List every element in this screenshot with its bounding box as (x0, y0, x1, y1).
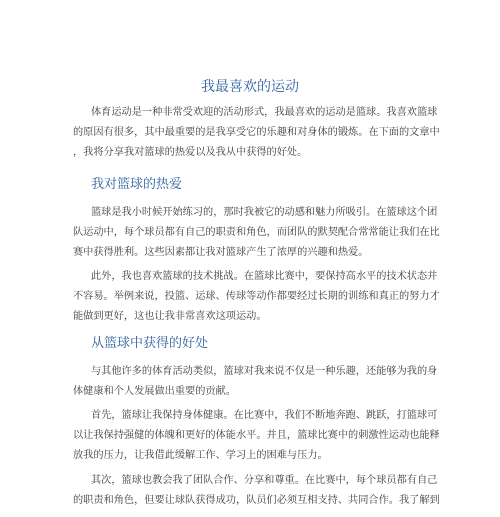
paragraph-line: 能做到更好，这也让我非常喜欢这项运动。 (73, 311, 267, 322)
paragraph-line: 与其他许多的体育活动类似，篮球对我来说不仅是一种乐趣，还能够为我的身 (91, 366, 438, 377)
paragraph-line: 放我的压力，让我借此缓解工作、学习上的困难与压力。 (73, 450, 328, 461)
paragraph-line: 此外，我也喜欢篮球的技术挑战。在篮球比赛中，要保持高水平的技术状态并 (91, 271, 438, 282)
paragraph-line: 篮球是我小时候开始练习的，那时我被它的动感和魅力所吸引。在篮球这个团 (91, 207, 438, 218)
body-paragraph (73, 471, 440, 511)
paragraph-line: 赛中获得胜利。这些因素都让我对篮球产生了浓厚的兴趣和热爱。 (73, 247, 369, 258)
paragraph-line: 不容易。举例来说，投篮、运球、传球等动作都要经过长期的训练和真正的努力才 (73, 291, 440, 302)
section-heading: 从篮球中获得的好处 (91, 336, 209, 351)
body-paragraph (73, 362, 438, 402)
paragraph-line: 的职责和角色，但要让球队获得成功，队员们必须互相支持、共同合作。我了解到 (73, 495, 440, 506)
body-paragraph (73, 267, 440, 327)
paragraph-line: 体育运动是一种非常受欢迎的活动形式，我最喜欢的运动是篮球。我喜欢篮球 (91, 107, 438, 118)
paragraph-line: 其次，篮球也教会我了团队合作、分享和尊重。在比赛中，每个球员都有自己 (91, 475, 438, 486)
section-heading: 我对篮球的热爱 (91, 177, 183, 192)
paragraph-line: 队运动中，每个球员都有自己的职责和角色，而团队的默契配合常常能让我们在比 (73, 227, 440, 238)
paragraph-line: 首先，篮球让我保持身体健康。在比赛中，我们不断地奔跑、跳跃，打篮球可 (91, 410, 438, 421)
paragraph-line: 的原因有很多，其中最重要的是我享受它的乐趣和对身体的锻炼。在下面的文章中 (73, 127, 440, 138)
document-title: 我最喜欢的运动 (201, 79, 299, 95)
paragraph-line: ，我将分享我对篮球的热爱以及我从中获得的好处。 (73, 147, 308, 158)
body-paragraph (73, 406, 440, 466)
intro-paragraph (73, 103, 440, 163)
paragraph-line: 体健康和个人发展做出重要的贡献。 (73, 386, 236, 397)
body-paragraph (73, 203, 440, 263)
paragraph-line: 以让我保持强健的体魄和更好的体能水平。并且，篮球比赛中的刺激性运动也能释 (73, 430, 440, 441)
